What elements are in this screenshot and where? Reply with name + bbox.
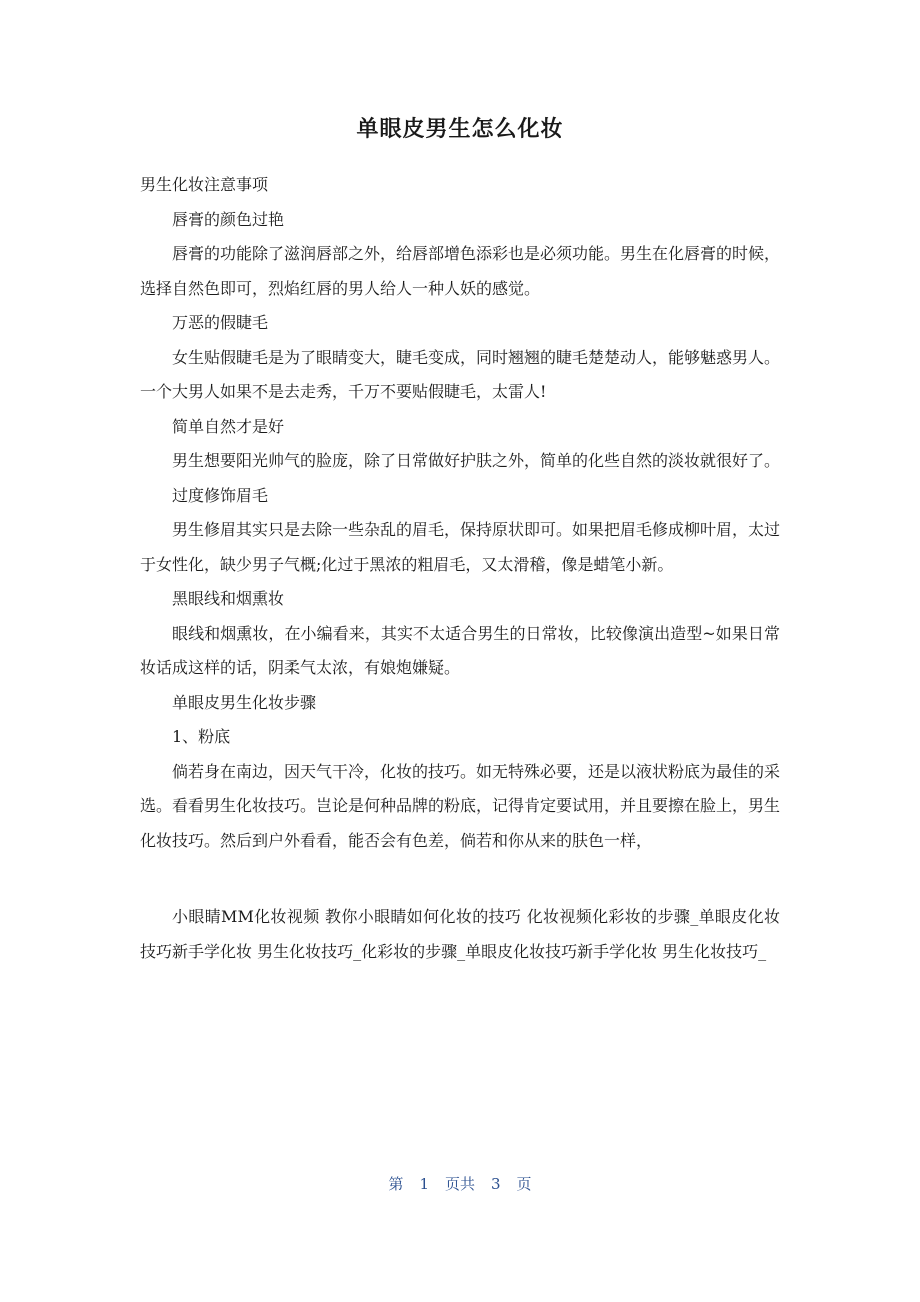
paragraph-spacer	[140, 858, 780, 900]
subheading: 黑眼线和烟熏妆	[172, 589, 285, 608]
footer-current-page: 1	[419, 1175, 429, 1193]
subheading: 过度修饰眉毛	[172, 485, 269, 505]
body-paragraph: 女生贴假睫毛是为了眼睛变大，睫毛变成，同时翘翘的睫毛楚楚动人，能够魅惑男人。一个大男人如果不是去走秀，千万不要贴假睫毛，太雷人!	[140, 347, 781, 401]
body-paragraph: 唇膏的功能除了滋润唇部之外，给唇部增色添彩也是必须功能。男生在化唇膏的时候，选择自然色即可，烈焰红唇的男人给人一种人妖的感觉。	[140, 244, 781, 298]
subheading: 万恶的假睫毛	[172, 313, 269, 332]
document-body	[140, 168, 780, 969]
subheading: 唇膏的颜色过艳	[172, 209, 285, 229]
section-heading: 单眼皮男生化妆步骤	[172, 692, 317, 712]
footer-label-of: 页共	[444, 1175, 475, 1193]
document-title: 单眼皮男生怎么化妆	[356, 117, 564, 142]
body-paragraph: 男生想要阳光帅气的脸庞，除了日常做好护肤之外，简单的化些自然的淡妆就很好了。	[172, 451, 781, 470]
body-paragraph: 男生修眉其实只是去除一些杂乱的眉毛，保持原状即可。如果把眉毛修成柳叶眉，太过于女性化，缺少男子气概;化过于黑浓的粗眉毛，又太滑稽，像是蜡笔小新。	[140, 520, 781, 574]
step-heading: 1、粉底	[172, 727, 231, 746]
page-footer	[0, 1170, 920, 1198]
footer-total-pages: 3	[491, 1175, 501, 1193]
body-paragraph: 眼线和烟熏妆，在小编看来，其实不太适合男生的日常妆，比较像演出造型~如果日常妆话成这样的话，阴柔气太浓，有娘炮嫌疑。	[140, 623, 780, 677]
closing-paragraph: 小眼睛MM化妆视频 教你小眼睛如何化妆的技巧 化妆视频化彩妆的步骤_单眼皮化妆技巧新手学化妆 男生化妆技巧_化彩妆的步骤_单眼皮化妆技巧新手学化妆 男生化妆技巧_	[140, 907, 780, 961]
subheading: 简单自然才是好	[172, 416, 285, 436]
footer-label-page: 第	[388, 1175, 404, 1193]
footer-label-end: 页	[516, 1175, 532, 1193]
body-paragraph: 倘若身在南边，因天气干冷，化妆的技巧。如无特殊必要，还是以液状粉底为最佳的采选。看看男生化妆技巧。岂论是何种品牌的粉底，记得肯定要试用，并且要擦在脸上，男生化妆技巧。然后到户外看看，能否会有色差，倘若和你从来的肤色一样，	[140, 761, 781, 850]
section-heading: 男生化妆注意事项	[140, 175, 269, 194]
